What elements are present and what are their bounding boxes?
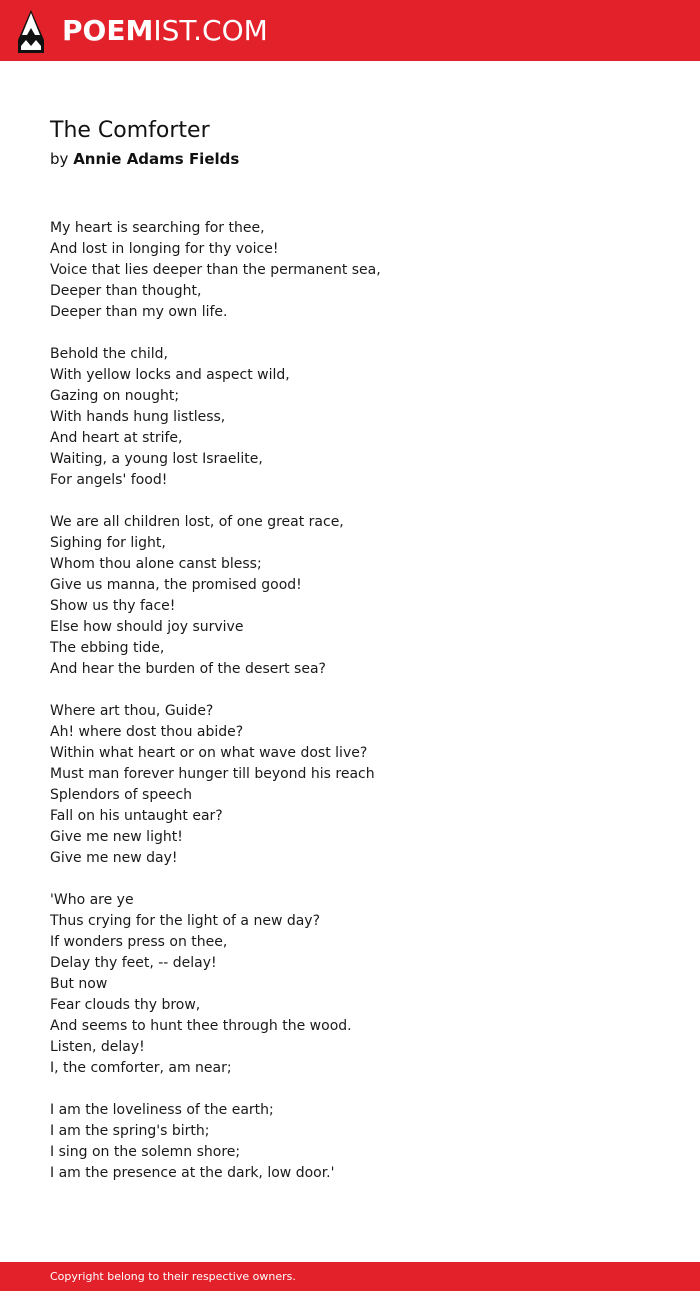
poem-line: I, the comforter, am near; <box>50 1060 232 1076</box>
poem-line: Where art thou, Guide? <box>50 703 214 719</box>
poem-line: With yellow locks and aspect wild, <box>50 367 290 383</box>
poem-title: The Comforter <box>50 118 210 143</box>
stanza <box>50 218 670 323</box>
poem-line: Show us thy face! <box>50 598 176 614</box>
poem-body <box>50 218 670 1205</box>
poem-line: We are all children lost, of one great race, <box>50 514 344 530</box>
poem-line: Whom thou alone canst bless; <box>50 556 262 572</box>
poem-line: Fall on his untaught ear? <box>50 808 223 824</box>
poem-line: Must man forever hunger till beyond his reach <box>50 766 375 782</box>
poem-line: If wonders press on thee, <box>50 934 228 950</box>
poem-line: Else how should joy survive <box>50 619 244 635</box>
stanza <box>50 890 670 1079</box>
poem-line: But now <box>50 976 108 992</box>
poem-line: Thus crying for the light of a new day? <box>50 913 321 929</box>
copyright-text: Copyright belong to their respective owners. <box>50 1270 296 1283</box>
poem-heading <box>50 116 670 170</box>
poem-line: Gazing on nought; <box>50 388 180 404</box>
poem-line: Ah! where dost thou abide? <box>50 724 244 740</box>
logo-text-bold: POEM <box>62 14 154 47</box>
site-header <box>0 0 700 61</box>
poem-line: Behold the child, <box>50 346 168 362</box>
poem-line: Sighing for light, <box>50 535 166 551</box>
stanza <box>50 344 670 491</box>
poem-line: Delay thy feet, -- delay! <box>50 955 217 971</box>
poem-line: Splendors of speech <box>50 787 193 803</box>
poem-line: Give us manna, the promised good! <box>50 577 302 593</box>
poem-line: I am the loveliness of the earth; <box>50 1102 274 1118</box>
poem-line: The ebbing tide, <box>50 640 165 656</box>
by-label: by <box>50 150 69 168</box>
pencil-icon <box>18 10 44 53</box>
poem-line: Voice that lies deeper than the permanent sea, <box>50 262 381 278</box>
poem-line: Deeper than thought, <box>50 283 202 299</box>
poem-line: And seems to hunt thee through the wood. <box>50 1018 352 1034</box>
poem-line: For angels' food! <box>50 472 168 488</box>
poem-line: I am the spring's birth; <box>50 1123 210 1139</box>
poem-line: Within what heart or on what wave dost live? <box>50 745 368 761</box>
poem-line: My heart is searching for thee, <box>50 220 265 236</box>
poem-line: Listen, delay! <box>50 1039 145 1055</box>
poem-line: Give me new light! <box>50 829 183 845</box>
site-footer <box>0 1262 700 1291</box>
stanza <box>50 701 670 869</box>
author-name: Annie Adams Fields <box>73 150 240 168</box>
poem-line: Waiting, a young lost Israelite, <box>50 451 263 467</box>
poem-line: Deeper than my own life. <box>50 304 228 320</box>
poem-line: And lost in longing for thy voice! <box>50 241 279 257</box>
poem-line: And heart at strife, <box>50 430 183 446</box>
byline <box>50 148 670 170</box>
poem-line: And hear the burden of the desert sea? <box>50 661 326 677</box>
poem-line: Give me new day! <box>50 850 178 866</box>
stanza <box>50 1100 670 1184</box>
poem-line: I am the presence at the dark, low door.' <box>50 1165 335 1181</box>
poem-line: 'Who are ye <box>50 892 134 908</box>
logo-wordmark <box>62 9 268 53</box>
logo-text-light: IST.COM <box>153 14 268 47</box>
poem-line: I sing on the solemn shore; <box>50 1144 241 1160</box>
poem-line: Fear clouds thy brow, <box>50 997 201 1013</box>
site-logo[interactable] <box>18 9 268 53</box>
poem-line: With hands hung listless, <box>50 409 226 425</box>
stanza <box>50 512 670 680</box>
